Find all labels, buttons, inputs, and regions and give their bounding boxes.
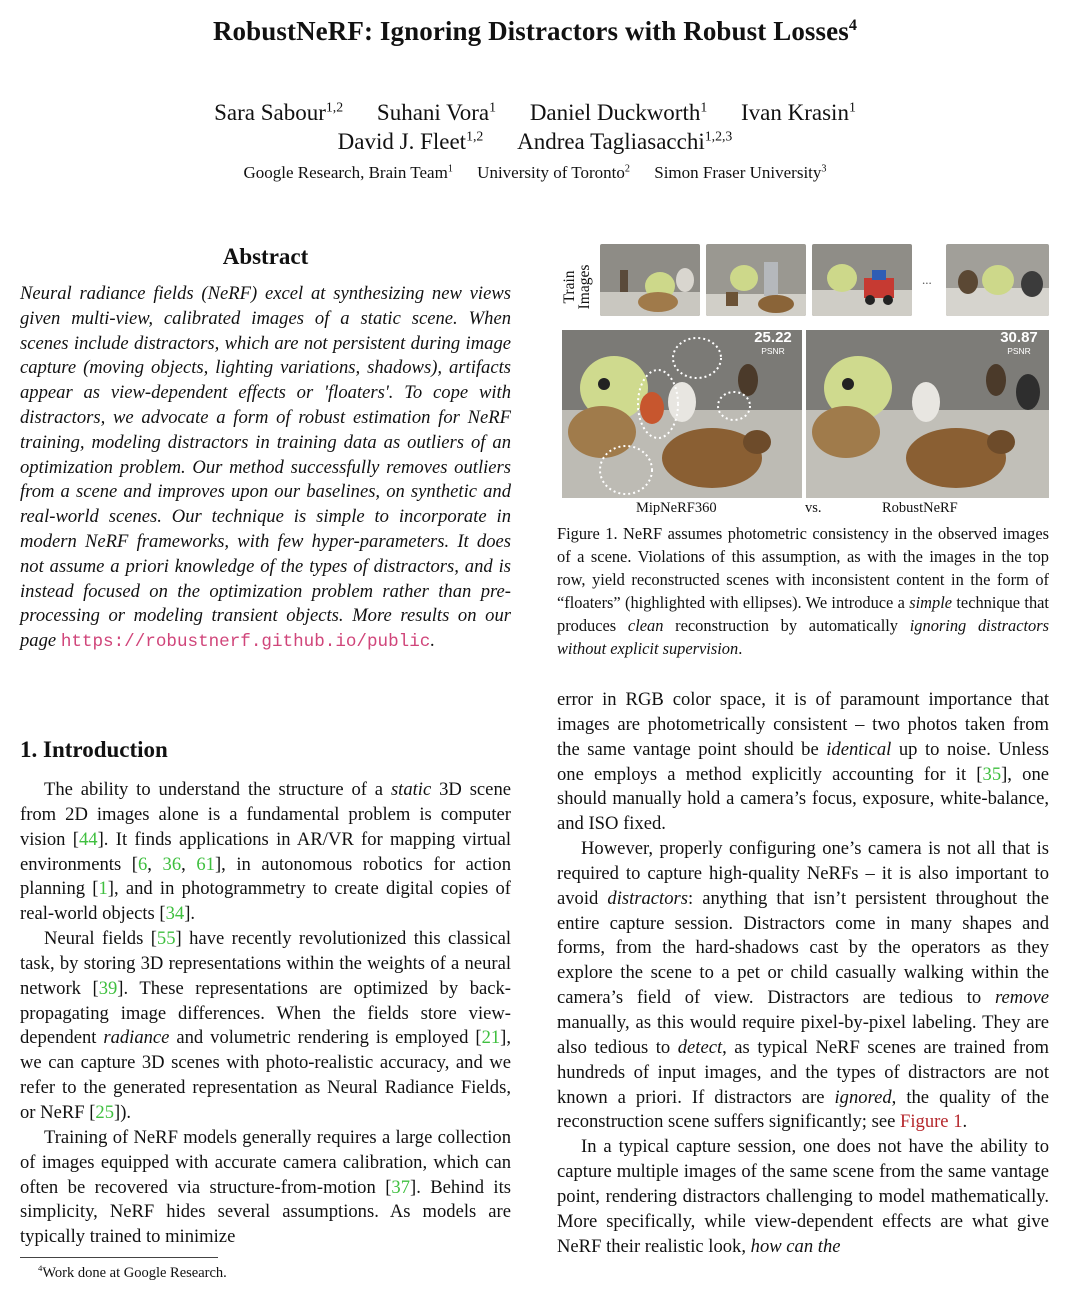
citation-link[interactable]: 61 <box>196 853 215 875</box>
intro-paragraph-2: Neural fields [55] have recently revolutionized this classical task, by storing 3D representations within the weights of a neural network [39]. These representations are optimized by back-propagating image differences. When the fields store view-dependent radiance and volumetric rendering is employed [21], we can capture 3D scenes with photo-realistic accuracy, and we refer to the generated representation as Neural Radiance Fields, or NeRF [25]). <box>20 928 511 1123</box>
robustnerf-label: RobustNeRF <box>882 500 958 516</box>
intro-paragraph-1: The ability to understand the structure of a static 3D scene from 2D images alone is a fundamental problem is computer vision [44]. It finds applications in AR/VR for mapping virtual environments [6, 36, 61], in autonomous robotics for action planning [1], and in photogrammetry to create digital copies of real-world objects [34]. <box>20 779 512 925</box>
robustnerf-psnr: 30.87 PSNR <box>1000 329 1038 356</box>
citation-link[interactable]: 34 <box>165 903 185 925</box>
figure-1-link[interactable]: Figure 1 <box>900 1111 963 1133</box>
train-image-thumbnail <box>946 244 1049 316</box>
train-image-thumbnail <box>706 244 806 316</box>
affiliation: Simon Fraser University$^3$ <box>654 163 827 182</box>
intro-paragraph-3: Training of NeRF models generally requires a large collection of images equipped with accurate camera calibration, which can often be recovered via structure-from-motion [37]. Behind its simplicity, NeRF hides several assumptions. As models are typically trained to minimize <box>20 1126 511 1248</box>
affiliation: Google Research, Brain Team$^1$ <box>243 163 453 182</box>
author: Ivan Krasin$^1$ <box>741 99 856 125</box>
author: Andrea Tagliasacchi$^{1,2,3}$ <box>517 128 733 154</box>
mipnerf360-label: MipNeRF360 <box>636 500 717 516</box>
citation-link[interactable]: 39 <box>98 977 118 999</box>
footnote: $^4$Work done at Google Research. <box>38 1263 227 1281</box>
vs-label: vs. <box>805 500 822 516</box>
right-paragraph-3: In a typical capture session, one does not have the ability to capture multiple images of the same scene from the same vantage point, rendering distractors challenging to model mathematically. More specifically, while view-dependent effects are what give NeRF their realistic look, how can the <box>557 1136 1049 1257</box>
introduction-body <box>20 778 511 1250</box>
train-image-thumbnail <box>600 244 700 316</box>
train-images-label: Train Images <box>561 264 593 310</box>
section-heading-introduction: 1. Introduction <box>20 737 168 762</box>
citation-link[interactable]: 44 <box>78 828 98 850</box>
affiliations <box>0 163 1070 183</box>
right-paragraph-1: error in RGB color space, it is of paramount importance that images are photometrically consistent – two photos taken from the same vantage point should be identical up to noise. Unless one employs a method explicitly accounting for it [35], one should manually hold a camera’s focus, exposure, white-balance, and ISO fixed. <box>557 689 1049 835</box>
author: Suhani Vora$^1$ <box>376 99 497 125</box>
affiliation: University of Toronto$^2$ <box>477 163 630 182</box>
citation-link[interactable]: 21 <box>481 1027 501 1049</box>
paper-title: RobustNeRF: Ignoring Distractors with Robust Losses$^4$ <box>212 16 858 46</box>
footnote-rule <box>20 1257 218 1258</box>
authors-row-2 <box>0 129 1070 155</box>
author: Daniel Duckworth$^1$ <box>529 99 708 125</box>
figure-1-caption: Figure 1. NeRF assumes photometric consistency in the observed images of a scene. Violations of this assumption, as with the images in the top row, yield reconstructed scenes with inconsistent content in the form of “floaters” (highlighted with ellipses). We introduce a simple technique that produces clean reconstruction by automatically ignoring distractors without explicit supervision. <box>557 524 1049 658</box>
more-images-ellipsis: ... <box>922 272 932 287</box>
mipnerf360-psnr: 25.22 PSNR <box>754 329 792 356</box>
train-image-thumbnail <box>812 244 912 316</box>
project-url-link[interactable]: https://robustnerf.github.io/public <box>60 632 431 653</box>
citation-link[interactable]: 55 <box>156 928 176 950</box>
abstract-text: Neural radiance fields (NeRF) excel at synthesizing new views given multi-view, calibrated images of a static scene. When scenes include distractors, which are not persistent during image capture (moving objects, lighting variations, shadows), artifacts appear as view-dependent effects or 'floaters'. To cope with distractors, we advocate a form of robust estimation for NeRF training, modeling distractors in training data as outliers of an optimization problem. Our method successfully removes outliers from a scene and improves upon our baselines, on synthetic and real-world scenes. Our technique is simple to incorporate in modern NeRF frameworks, with few hyper-parameters. It does not assume a priori knowledge of the types of distractors, and is instead focused on the optimization problem rather than pre-processing or modeling transient objects. More results on our page https://robustnerf.github.io/public. <box>20 283 511 653</box>
right-column-body <box>557 688 1049 1259</box>
right-paragraph-2: However, properly configuring one’s camera is not all that is required to capture high-quality NeRFs – it is also important to avoid distractors: anything that isn’t persistent throughout the entire capture session. Distractors come in many shapes and forms, from the hard-shadows cast by the operators as they explore the scene to a pet or child casually walking within the camera’s field of view. Distractors are tedious to remove manually, as this would require pixel-by-pixel labeling. They are also tedious to detect, as typical NeRF scenes are trained from hundreds of input images, and the types of distractors are not known a priori. If distractors are ignored, the quality of the reconstruction scene suffers significantly; see Figure 1. <box>557 838 1049 1133</box>
citation-link[interactable]: 37 <box>391 1176 410 1198</box>
authors-row-1 <box>0 100 1070 126</box>
citation-link[interactable]: 36 <box>162 853 182 875</box>
citation-link[interactable]: 6 <box>137 853 148 875</box>
author: David J. Fleet$^{1,2}$ <box>337 128 484 154</box>
citation-link[interactable]: 1 <box>98 878 108 900</box>
abstract-heading: Abstract <box>222 244 309 269</box>
citation-link[interactable]: 35 <box>982 763 1002 785</box>
citation-link[interactable]: 25 <box>95 1101 114 1123</box>
title-footnote-mark: 4 <box>848 16 858 34</box>
author: Sara Sabour$^{1,2}$ <box>214 99 344 125</box>
